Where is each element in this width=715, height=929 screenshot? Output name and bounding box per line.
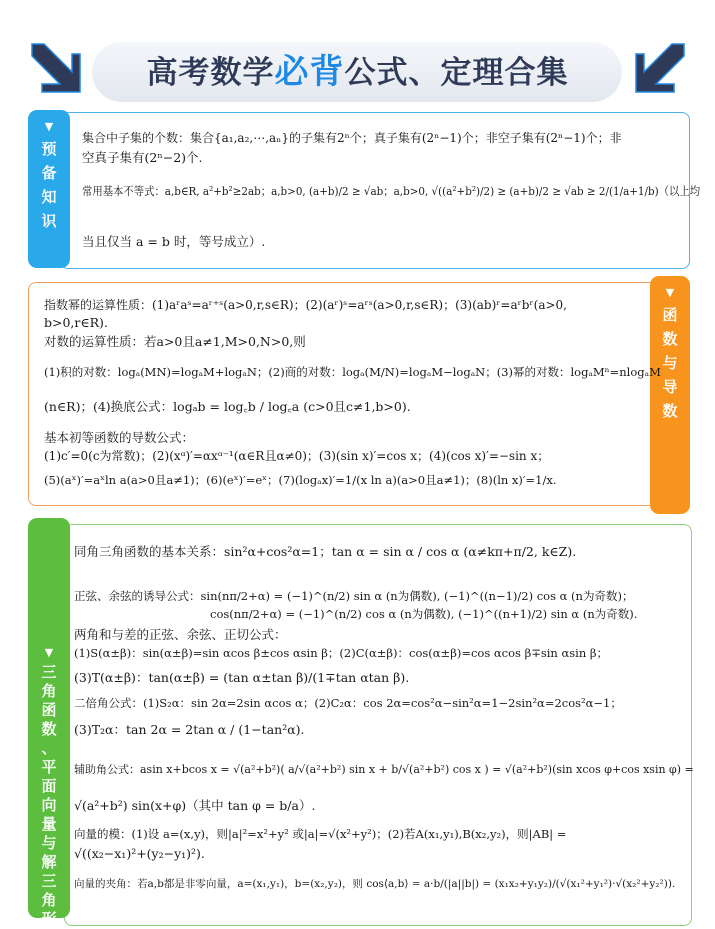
formula-line: (3)T₂α：tan 2α = 2tan α / (1−tan²α).: [74, 722, 305, 737]
tab-char: 识: [41, 212, 57, 230]
formula-line: √((x₂−x₁)²+(y₂−y₁)²).: [74, 846, 205, 861]
formula-line: (1)c′=0(c为常数)；(2)(xᵅ)′=αxᵅ⁻¹(α∈R且α≠0)；(3)(sin x)′=cos x；(4)(cos x)′=−sin x；: [44, 449, 550, 463]
tab-char: 面: [41, 777, 57, 795]
tab-char: 与: [662, 354, 678, 372]
formula-line: (3)T(α±β)：tan(α±β) = (tan α±tan β)/(1∓tan αtan β).: [74, 670, 410, 685]
formula-line: 向量的夹角：若a,b都是非零向量，a=(x₁,y₁)，b=(x₂,y₂)，则 cos⟨a,b⟩ = a·b/(|a||b|) = (x₁x₂+y₁y₂)/(√(x₁²+y₁²)·√(x₂²+y₂²)).: [74, 878, 676, 890]
page-title: [0, 44, 715, 93]
tab-char: 与: [41, 834, 57, 852]
formula-line: √(a²+b²) sin(x+φ)（其中 tan φ = b/a）.: [74, 798, 316, 813]
tab-char: 知: [41, 188, 57, 206]
title-part1: 高考数学: [146, 55, 275, 91]
formula-line: (5)(aˣ)′=aˣln a(a>0且a≠1)；(6)(eˣ)′=eˣ；(7)(logₐx)′=1/(x ln a)(a>0且a≠1)；(8)(ln x)′=1/x.: [44, 473, 557, 487]
formula-line: 两角和与差的正弦、余弦、正切公式：: [74, 627, 287, 642]
formula-line: 二倍角公式：(1)S₂α：sin 2α=2sin αcos α；(2)C₂α：cos 2α=cos²α−sin²α=1−2sin²α=2cos²α−1；: [74, 696, 622, 710]
formula-line: 基本初等函数的导数公式：: [44, 430, 195, 445]
tab-char: 向: [41, 796, 57, 814]
formula-line: 辅助角公式：asin x+bcos x = √(a²+b²)( a/√(a²+b²) sin x + b/√(a²+b²) cos x ) = √(a²+b²)(sin xcos φ+cos xsin φ) =: [74, 763, 694, 776]
formula-line: (n∈R)；(4)换底公式：logₐb = log꜀b / log꜀a (c>0且c≠1,b>0).: [44, 399, 411, 414]
formula-line: 空真子集有(2ⁿ−2)个.: [82, 150, 203, 165]
tab-char: 量: [41, 815, 57, 833]
tab-char: 三: [41, 663, 57, 681]
tab-char: 数: [41, 720, 57, 738]
formula-line: 正弦、余弦的诱导公式：sin(nπ/2+α) = (−1)^(n/2) sin α (n为偶数), (−1)^((n−1)/2) cos α (n为奇数)；: [74, 589, 634, 603]
formula-line: 当且仅当 a = b 时，等号成立）.: [82, 234, 266, 249]
triangle-down-icon: ▼: [44, 646, 54, 659]
formula-line: b>0,r∈R).: [44, 315, 108, 330]
tab-char: 三: [41, 872, 57, 890]
formula-line: (1)积的对数：logₐ(MN)=logₐM+logₐN；(2)商的对数：logₐ(M/N)=logₐM−logₐN；(3)幂的对数：logₐMⁿ=nlogₐM: [44, 365, 661, 379]
tab-char: 、: [41, 739, 57, 757]
tab-char: 备: [41, 164, 57, 182]
tab-char: 预: [41, 140, 57, 158]
tab-char: 函: [662, 306, 678, 324]
formula-line: 指数幂的运算性质：(1)aʳaˢ=aʳ⁺ˢ(a>0,r,s∈R)；(2)(aʳ)ˢ=aʳˢ(a>0,r,s∈R)；(3)(ab)ʳ=aʳbʳ(a>0,: [44, 298, 567, 312]
formula-line: 对数的运算性质：若a>0且a≠1,M>0,N>0,则: [44, 334, 306, 349]
tab-char: 函: [41, 701, 57, 719]
title-part2: 公式、定理合集: [344, 55, 569, 91]
formula-line: 常用基本不等式：a,b∈R, a²+b²≥2ab；a,b>0, (a+b)/2 ≥ √ab；a,b>0, √((a²+b²)/2) ≥ (a+b)/2 ≥ √ab ≥ 2/(1/a+1/b)（以上均: [82, 184, 701, 198]
tab-char: 角: [41, 891, 57, 909]
tab-functions: [650, 276, 690, 514]
formula-line: cos(nπ/2+α) = (−1)^(n/2) cos α (n为偶数), (−1)^((n+1)/2) sin α (n为奇数).: [210, 607, 638, 621]
triangle-down-icon: ▼: [665, 286, 675, 299]
formula-line: (1)S(α±β)：sin(α±β)=sin αcos β±cos αsin β；(2)C(α±β)：cos(α±β)=cos αcos β∓sin αsin β；: [74, 646, 609, 660]
tab-char: 形: [41, 910, 57, 928]
formula-line: 集合中子集的个数：集合{a₁,a₂,⋯,aₙ}的子集有2ⁿ个；真子集有(2ⁿ−1)个；非空子集有(2ⁿ−1)个；非: [82, 131, 622, 145]
tab-char: 平: [41, 758, 57, 776]
formula-line: 向量的模：(1)设 a=(x,y)，则|a|²=x²+y² 或|a|=√(x²+y²)；(2)若A(x₁,y₁),B(x₂,y₂)，则|AB| =: [74, 827, 567, 841]
tab-char: 数: [662, 402, 678, 420]
tab-prep: [28, 110, 70, 268]
formula-line: 同角三角函数的基本关系：sin²α+cos²α=1；tan α = sin α / cos α (α≠kπ+π/2, k∈Z).: [74, 544, 577, 559]
title-highlight: 必背: [274, 52, 345, 92]
tab-char: 解: [41, 853, 57, 871]
tab-char: 角: [41, 682, 57, 700]
tab-trig-vectors: [28, 518, 70, 928]
tab-char: 导: [662, 378, 678, 396]
tab-char: 数: [662, 330, 678, 348]
triangle-down-icon: ▼: [44, 120, 54, 133]
